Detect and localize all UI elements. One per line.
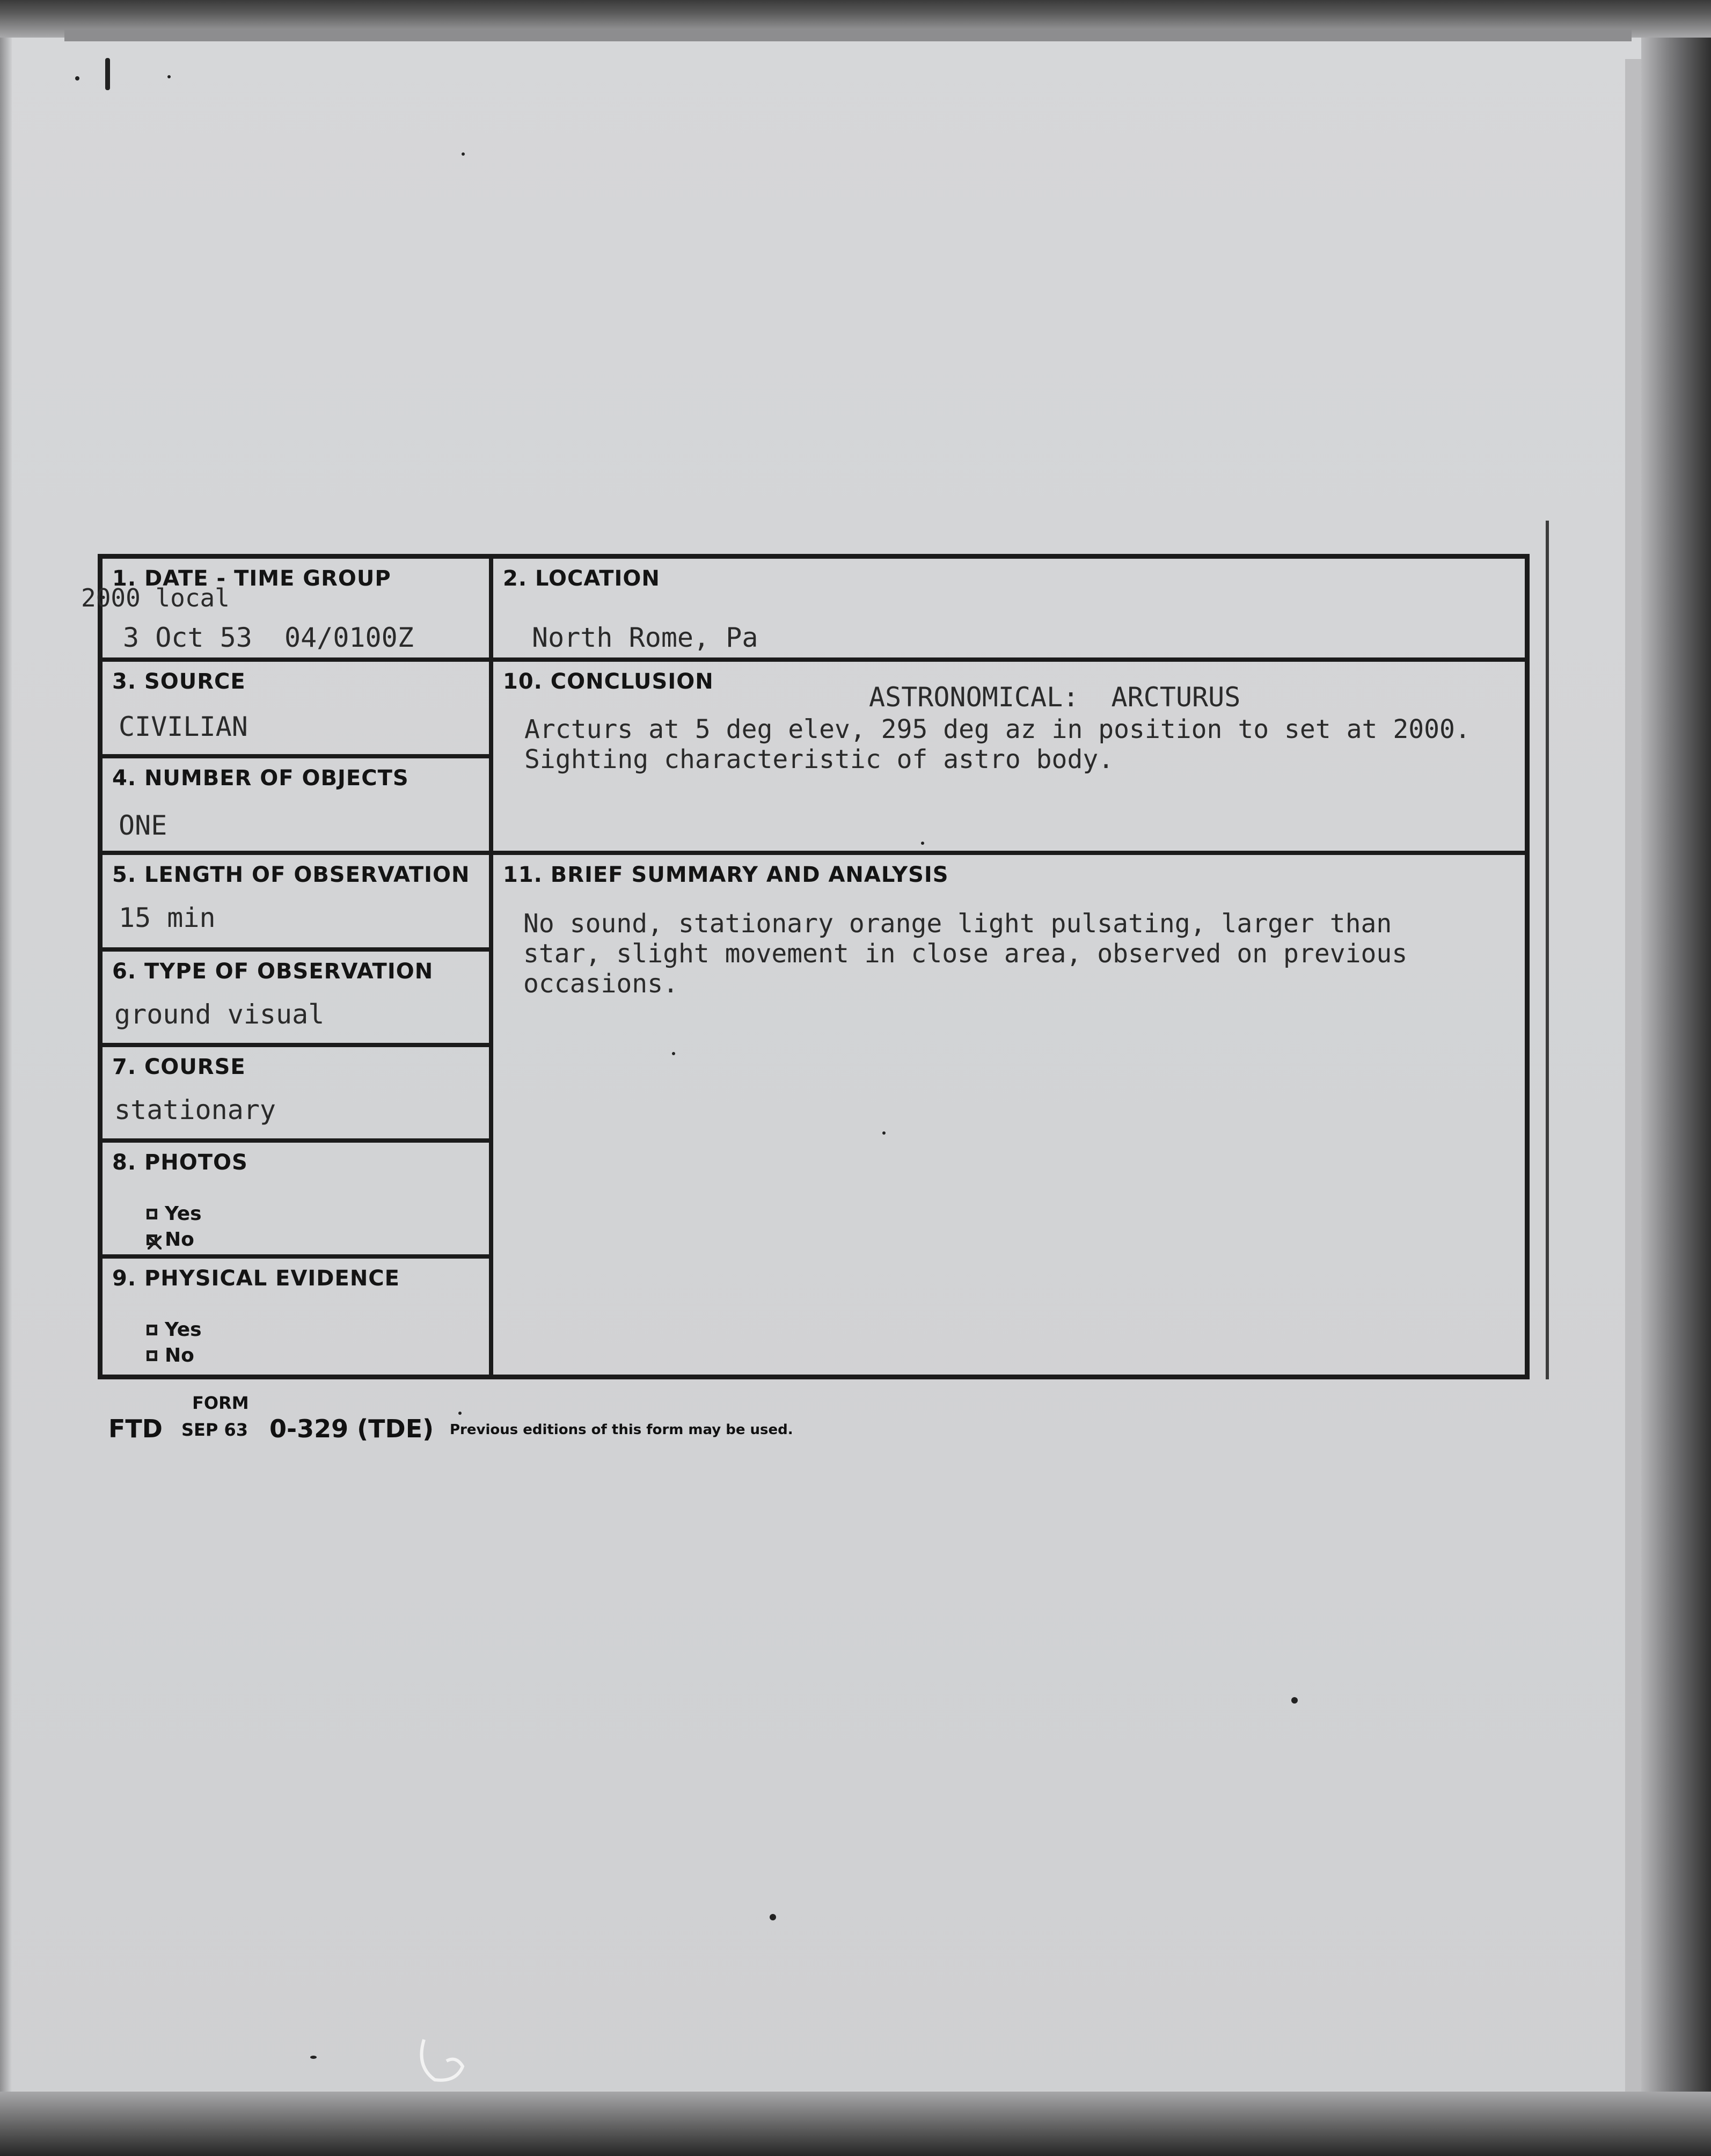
photos-yes-checkbox[interactable] [147,1209,157,1219]
length-of-observation-label: 5. LENGTH OF OBSERVATION [112,863,470,887]
scan-speck [770,1914,776,1920]
local-time-value: 2000 local [81,583,230,612]
type-of-observation-cell [103,952,489,1047]
scan-speck [458,1412,462,1415]
physical-evidence-yes-label: Yes [165,1319,202,1341]
scan-speck [167,75,171,78]
scan-speck [105,58,110,90]
scan-edge-right-band [1625,59,1641,2109]
date-time-group-value: 3 Oct 53 04/0100Z [123,622,414,653]
type-of-observation-value: ground visual [114,999,325,1030]
source-label: 3. SOURCE [112,669,246,694]
photos-yes-label: Yes [165,1203,202,1225]
photos-cell [103,1143,489,1259]
course-value: stationary [114,1094,276,1125]
number-of-objects-label: 4. NUMBER OF OBJECTS [112,766,409,791]
length-of-observation-cell [103,855,489,952]
physical-evidence-no-label: No [165,1344,194,1366]
form-right-column [493,559,1525,1375]
photos-no-checkbox[interactable] [147,1234,157,1245]
conclusion-text-line-2: Sighting characteristic of astro body. [524,744,1114,774]
photos-label: 8. PHOTOS [112,1150,248,1175]
physical-evidence-label: 9. PHYSICAL EVIDENCE [112,1266,400,1291]
summary-text-line-1: No sound, stationary orange light pulsating, larger than [523,909,1392,939]
course-cell [103,1047,489,1143]
physical-evidence-yes-option[interactable] [147,1319,202,1341]
date-time-group-label: 1. DATE - TIME GROUP [112,566,391,591]
summary-cell [493,855,1525,1376]
summary-label: 11. BRIEF SUMMARY AND ANALYSIS [503,863,949,887]
number-of-objects-value: ONE [119,810,167,841]
scan-speck [75,76,79,81]
footer-org: FTD [108,1414,163,1443]
physical-evidence-no-checkbox[interactable] [147,1350,157,1361]
scan-vertical-line [1546,521,1549,1379]
conclusion-cell [493,662,1525,855]
scan-pen-mark [413,2029,472,2088]
footer-date: SEP 63 [181,1420,248,1440]
footer-form-word: FORM [192,1393,249,1413]
form-left-column [81,559,493,1375]
photos-no-option[interactable] [147,1229,194,1251]
conclusion-heading: ASTRONOMICAL: ARCTURUS [869,682,1241,713]
footer-form-number: 0-329 (TDE) [269,1414,434,1443]
conclusion-label: 10. CONCLUSION [503,669,714,694]
scan-edge-top-band [64,30,1632,41]
summary-text-line-3: occasions. [523,969,678,999]
scan-edge-bottom [0,2092,1711,2156]
footer-note: Previous editions of this form may be used. [450,1422,793,1438]
photos-yes-option[interactable] [147,1203,202,1225]
source-cell [103,662,489,758]
scan-edge-right [1641,38,1711,2156]
location-cell [493,559,1525,662]
summary-text-line-2: star, slight movement in close area, observed on previous [523,939,1408,969]
type-of-observation-label: 6. TYPE OF OBSERVATION [112,959,434,984]
project-report-form [81,554,1530,1379]
scan-speck [462,152,465,156]
conclusion-text-line-1: Arcturs at 5 deg elev, 295 deg az in position to set at 2000. [524,714,1471,744]
physical-evidence-yes-checkbox[interactable] [147,1325,157,1335]
physical-evidence-cell [103,1259,489,1376]
photos-no-label: No [165,1229,194,1251]
location-value: North Rome, Pa [532,622,758,653]
physical-evidence-no-option[interactable] [147,1344,194,1366]
date-time-group-cell [81,559,489,662]
scan-speck [1291,1697,1298,1704]
number-of-objects-cell [103,758,489,855]
scan-edge-left [0,38,12,2156]
length-of-observation-value: 15 min [119,902,216,933]
course-label: 7. COURSE [112,1055,246,1079]
source-value: CIVILIAN [119,711,248,742]
location-label: 2. LOCATION [503,566,660,591]
scan-speck [310,2056,317,2059]
